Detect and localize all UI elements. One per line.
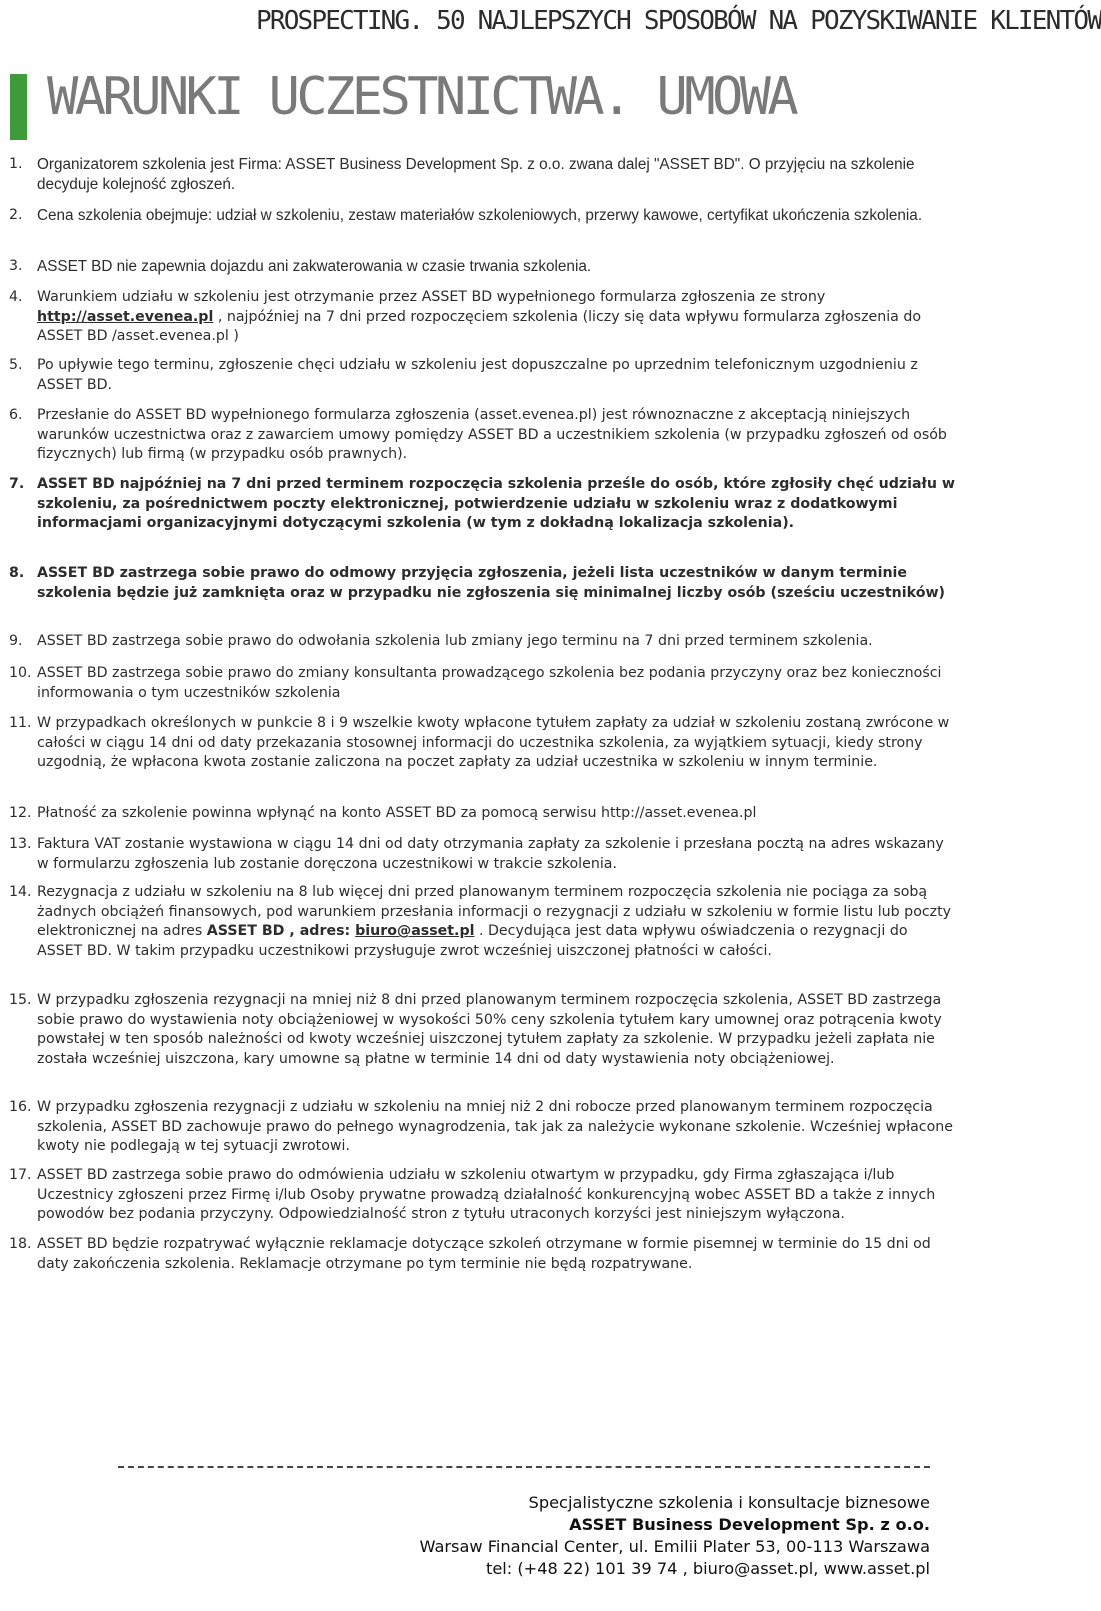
term-number: 6. [9, 407, 23, 423]
term-text: ASSET BD zastrzega sobie prawo do odwołania szkolenia lub zmiany jego terminu na 7 dni przed terminem szkolenia. [37, 633, 873, 649]
term-text [37, 288, 955, 347]
term-text: W przypadku zgłoszenia rezygnacji na mniej niż 8 dni przed planowanym terminem rozpoczęcia szkolenia, ASSET BD zastrzega sobie prawo do wystawienia noty obciążeniowej w wysokości 50% ceny szkolenia tytułem kary umownej oraz potrącenia kwoty powstałej w ten sposób należności od kwoty wcześniej uiszczonej tytułem zapłaty za szkolenie. W przypadku jeżeli zapłata nie została wcześniej uiszczona, kary umowne są płatne w terminie 14 dni od daty wystawienia noty obciążeniowej. [37, 992, 942, 1067]
term-text: Po upływie tego terminu, zgłoszenie chęci udziału w szkoleniu jest dopuszczalne po uprzednim telefonicznym uzgodnieniu z ASSET BD. [37, 357, 918, 393]
term-text: Płatność za szkolenie powinna wpłynąć na konto ASSET BD za pomocą serwisu http://asset.evenea.pl [37, 805, 757, 821]
section-accent-bar [10, 74, 27, 140]
company-address-label: ASSET BD , adres: [206, 923, 356, 940]
footer-tagline: Specjalistyczne szkolenia i konsultacje biznesowe [528, 1493, 930, 1512]
term-number: 15. [9, 992, 32, 1008]
term-text [37, 883, 955, 961]
term-text-part: Warunkiem udziału w szkoleniu jest otrzymanie przez ASSET BD wypełnionego formularza zgłoszenia ze strony [37, 289, 826, 305]
term-number: 11. [9, 715, 32, 731]
footer-divider [118, 1466, 930, 1468]
email-link[interactable]: biuro@asset.pl [355, 923, 475, 940]
term-text: Faktura VAT zostanie wystawiona w ciągu 14 dni od daty otrzymania zapłaty za szkolenie i przesłana pocztą na adres wskazany w formularzu zgłoszenia lub zostanie doręczona uczestnikowi w trakcie szkolenia. [37, 836, 944, 872]
term-number: 9. [9, 633, 23, 649]
term-text: W przypadkach określonych w punkcie 8 i 9 wszelkie kwoty wpłacone tytułem zapłaty za udział w szkoleniu zostaną zwrócone w całości w ciągu 14 dni od daty przekazania stosownej informacji do uczestnika szkolenia, za wyjątkiem sytuacji, kiedy strony uzgodnią, że wpłacona kwota zostanie zaliczona na poczet zapłaty za udział uczestnika w szkoleniu w innym terminie. [37, 715, 950, 771]
term-text: ASSET BD zastrzega sobie prawo do odmówienia udziału w szkoleniu otwartym w przypadku, gdy Firma zgłaszająca i/lub Uczestnicy zgłoszeni przez Firmę i/lub Osoby prywatne prowadzą działalność konkurencyjną wobec ASSET BD a także z innych powodów bez podania przyczyny. Odpowiedzialność stron z tytułu utraconych korzyści jest niniejszym wyłączona. [37, 1167, 936, 1223]
term-text-part: . Decydująca jest data wpływu oświadczenia o rezygnacji do ASSET BD. W takim przypadku uczestnikowi przysługuje zwrot wcześniej uiszczonej płatności w całości. [37, 923, 908, 959]
term-text: ASSET BD zastrzega sobie prawo do zmiany konsultanta prowadzącego szkolenia bez podania przyczyny oraz bez konieczności informowania o tym uczestników szkolenia [37, 665, 942, 701]
footer-company: ASSET Business Development Sp. z o.o. [569, 1515, 930, 1534]
term-number: 7. [9, 476, 25, 492]
term-text: W przypadku zgłoszenia rezygnacji z udziału w szkoleniu na mniej niż 2 dni robocze przed planowanym terminem rozpoczęcia szkolenia, ASSET BD zachowuje prawo do pełnego wynagrodzenia, tak jak za należycie wykonane szkolenie. Wcześniej wpłacone kwoty nie podlegają w tej sytuacji zwrotowi. [37, 1099, 953, 1155]
term-text-part: , najpóźniej na 7 dni przed rozpoczęciem szkolenia (liczy się data wpływu formularza zgłoszenia do ASSET BD /asset.evenea.pl ) [37, 308, 922, 345]
term-number: 1. [9, 156, 23, 172]
book-title: PROSPECTING. 50 NAJLEPSZYCH SPOSOBÓW NA POZYSKIWANIE KLIENTÓW [256, 6, 1101, 36]
term-number: 13. [9, 836, 32, 852]
term-text-part: Rezygnacja z udziału w szkoleniu na 8 lub więcej dni przed planowanym terminem rozpoczęcia szkolenia nie pociąga za sobą żadnych obciążeń finansowych, pod warunkiem przesłania informacji o rezygnacji z udziału w szkoleniu w formie listu lub poczty elektronicznej na adres [37, 884, 952, 940]
term-number: 16. [9, 1099, 32, 1115]
term-number: 3. [9, 258, 23, 274]
term-number: 12. [9, 805, 32, 821]
term-number: 17. [9, 1167, 32, 1183]
term-number: 4. [9, 289, 23, 305]
footer-contact: tel: (+48 22) 101 39 74 , biuro@asset.pl, www.asset.pl [485, 1559, 930, 1578]
term-text: Organizatorem szkolenia jest Firma: ASSET Business Development Sp. z o.o. zwana dalej "ASSET BD". O przyjęciu na szkolenie decyduje kolejność zgłoszeń. [37, 156, 915, 193]
term-number: 18. [9, 1236, 32, 1252]
term-number: 14. [9, 884, 32, 900]
footer-address: Warsaw Financial Center, ul. Emilii Plater 53, 00-113 Warszawa [419, 1537, 930, 1556]
term-text: ASSET BD będzie rozpatrywać wyłącznie reklamacje dotyczące szkoleń otrzymane w formie pisemnej w terminie do 15 dni od daty zakończenia szkolenia. Reklamacje otrzymane po tym terminie nie będą rozpatrywane. [37, 1236, 931, 1272]
term-number: 2. [9, 207, 23, 223]
section-title: WARUNKI UCZESTNICTWA. UMOWA [47, 67, 796, 127]
term-text: ASSET BD nie zapewnia dojazdu ani zakwaterowania w czasie trwania szkolenia. [37, 258, 592, 275]
term-number: 8. [9, 565, 25, 581]
term-number: 10. [9, 665, 32, 681]
term-text: ASSET BD zastrzega sobie prawo do odmowy przyjęcia zgłoszenia, jeżeli lista uczestników w danym terminie szkolenia będzie już zamknięta oraz w przypadku nie zgłoszenia się minimalnej liczby osób (sześciu uczestników) [37, 565, 946, 601]
term-number: 5. [9, 357, 23, 373]
registration-link[interactable]: http://asset.evenea.pl [37, 308, 214, 325]
term-text: ASSET BD najpóźniej na 7 dni przed terminem rozpoczęcia szkolenia prześle do osób, które zgłosiły chęć udziału w szkoleniu, za pośrednictwem poczty elektronicznej, potwierdzenie udziału w szkoleniu wraz z dodatkowymi informacjami organizacyjnymi dotyczącymi szkolenia (w tym z dokładną lokalizacja szkolenia). [37, 476, 955, 532]
term-text: Przesłanie do ASSET BD wypełnionego formularza zgłoszenia (asset.evenea.pl) jest równoznaczne z akceptacją niniejszych warunków uczestnictwa oraz z zawarciem umowy pomiędzy ASSET BD a uczestnikiem szkolenia (w przypadku zgłoszeń od osób fizycznych) lub firmą (w przypadku osób prawnych). [37, 407, 947, 463]
term-text: Cena szkolenia obejmuje: udział w szkoleniu, zestaw materiałów szkoleniowych, przerwy kawowe, certyfikat ukończenia szkolenia. [37, 207, 923, 224]
